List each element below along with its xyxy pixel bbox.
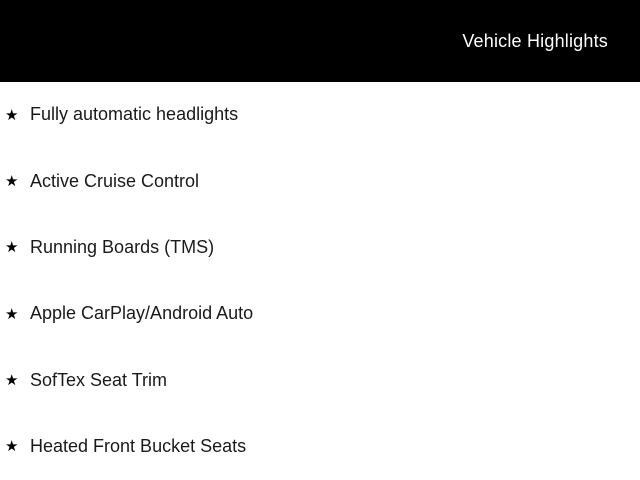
list-item: [0, 347, 640, 413]
star-icon: ★: [5, 172, 19, 190]
star-icon: ★: [5, 438, 19, 456]
list-item: [0, 215, 640, 281]
list-item: [0, 281, 640, 347]
star-icon: ★: [5, 371, 19, 389]
list-item-label: Apple CarPlay/Android Auto: [30, 303, 254, 324]
list-item-label: Running Boards (TMS): [30, 237, 215, 258]
highlights-list: [0, 82, 640, 480]
list-item: [0, 148, 640, 214]
star-icon: ★: [5, 106, 19, 124]
list-item: [0, 414, 640, 480]
list-item-label: Heated Front Bucket Seats: [30, 436, 247, 456]
list-item: [0, 82, 640, 148]
page-title: Vehicle Highlights: [462, 31, 608, 51]
star-icon: ★: [5, 305, 19, 323]
header-bar: [0, 0, 640, 82]
list-item-label: Active Cruise Control: [30, 170, 200, 191]
star-icon: ★: [5, 239, 19, 257]
list-item-label: Fully automatic headlights: [30, 104, 239, 125]
list-item-label: SofTex Seat Trim: [30, 369, 168, 390]
